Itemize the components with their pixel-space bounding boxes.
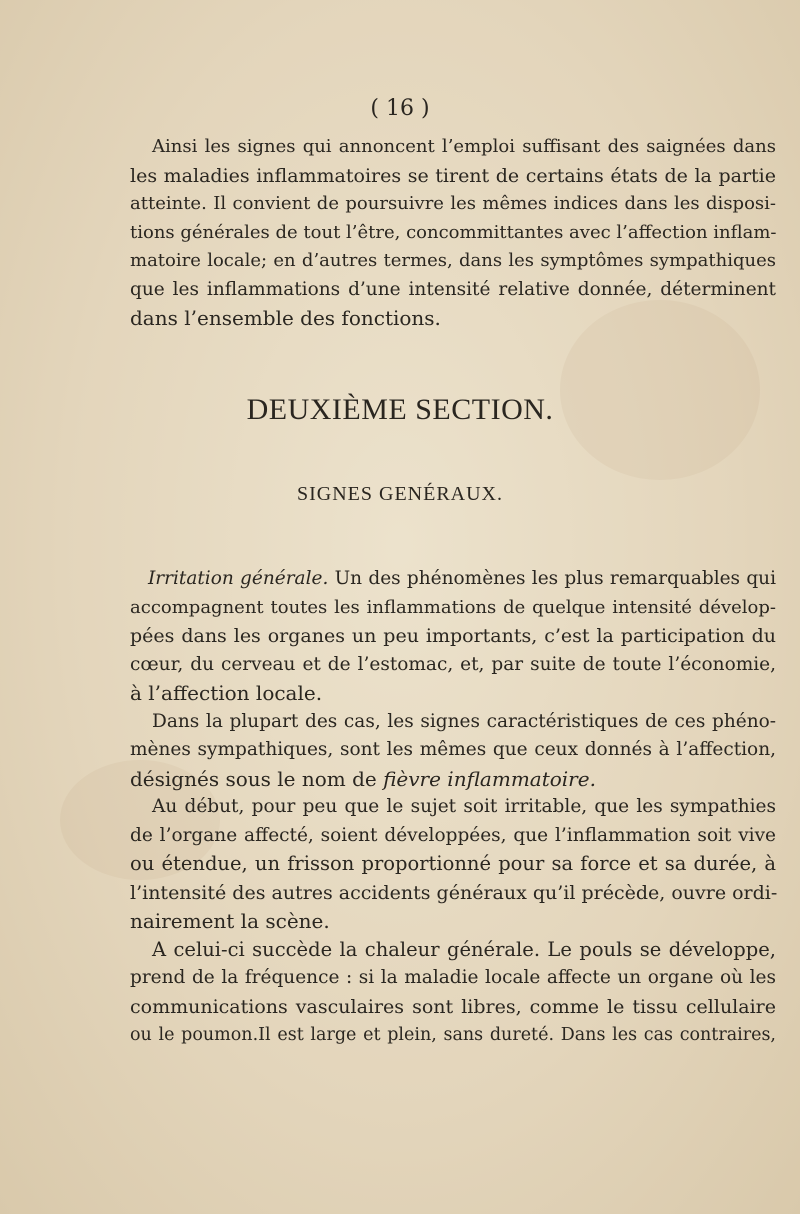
text-line: A celui-ci succède la chaleur générale. Le pouls se développe, [152,937,776,961]
text-line [130,565,776,594]
text-line: accompagnent toutes les inflammations de quelque intensité dévelop- [130,596,776,618]
text-span: Un des phénomènes les plus remarquables qui [328,568,776,589]
text-line: que les inflammations d’une intensité relative donnée, déterminent [130,278,776,300]
text-line: à l’affection locale. [130,681,323,705]
section-title: DEUXIÈME SECTION. [246,393,554,426]
text-line: matoire locale; en d’autres termes, dans les symptômes sympathiques [130,250,776,271]
text-line: cœur, du cerveau et de l’estomac, et, par suite de toute l’économie, [130,653,776,675]
page-number: ( 16 ) [370,96,430,121]
text-line [130,765,776,794]
text-line: Au début, pour peu que le sujet soit irritable, que les sympathies [152,796,776,817]
text-line: ou étendue, un frisson proportionné pour sa force et sa durée, à [130,852,776,875]
text-line: dans l’ensemble des fonctions. [130,306,441,330]
italic-lead: Irritation générale. [148,568,329,589]
text-span: désignés sous le nom de [130,766,384,791]
text-line: Dans la plupart des cas, les signes caractéristiques de ces phéno- [152,710,776,732]
paragraph-intro [130,133,776,333]
text-line: Ainsi les signes qui annoncent l’emploi suffisant des saignées dans [152,136,776,157]
text-line: ou le poumon.Il est large et plein, sans dureté. Dans les cas contraires, [130,1025,776,1045]
text-line: communications vasculaires sont libres, comme le tissu cellulaire [130,995,776,1018]
text-line: pées dans les organes un peu importants, c’est la participation du [130,625,776,647]
text-line: nairement la scène. [130,909,330,933]
text-line: atteinte. Il convient de poursuivre les mêmes indices dans les disposi- [130,193,776,214]
text-line: tions générales de tout l’être, concommittantes avec l’affection inflam- [130,221,777,243]
text-line: mènes sympathiques, sont les mêmes que ceux donnés à l’affection, [130,739,776,760]
text-line: les maladies inflammatoires se tirent de certains états de la partie [130,164,776,187]
subsection-title: SIGNES GENÉRAUX. [297,483,503,505]
text-line: l’intensité des autres accidents généraux qu’il précède, ouvre ordi- [130,881,778,904]
text-line: de l’organe affecté, soient développées, que l’inflammation soit vive [130,824,776,846]
paragraph-irritation [130,565,776,1050]
italic-term: fièvre inflammatoire. [383,766,596,791]
text-line: prend de la fréquence : si la maladie locale affecte un organe où les [130,967,776,988]
